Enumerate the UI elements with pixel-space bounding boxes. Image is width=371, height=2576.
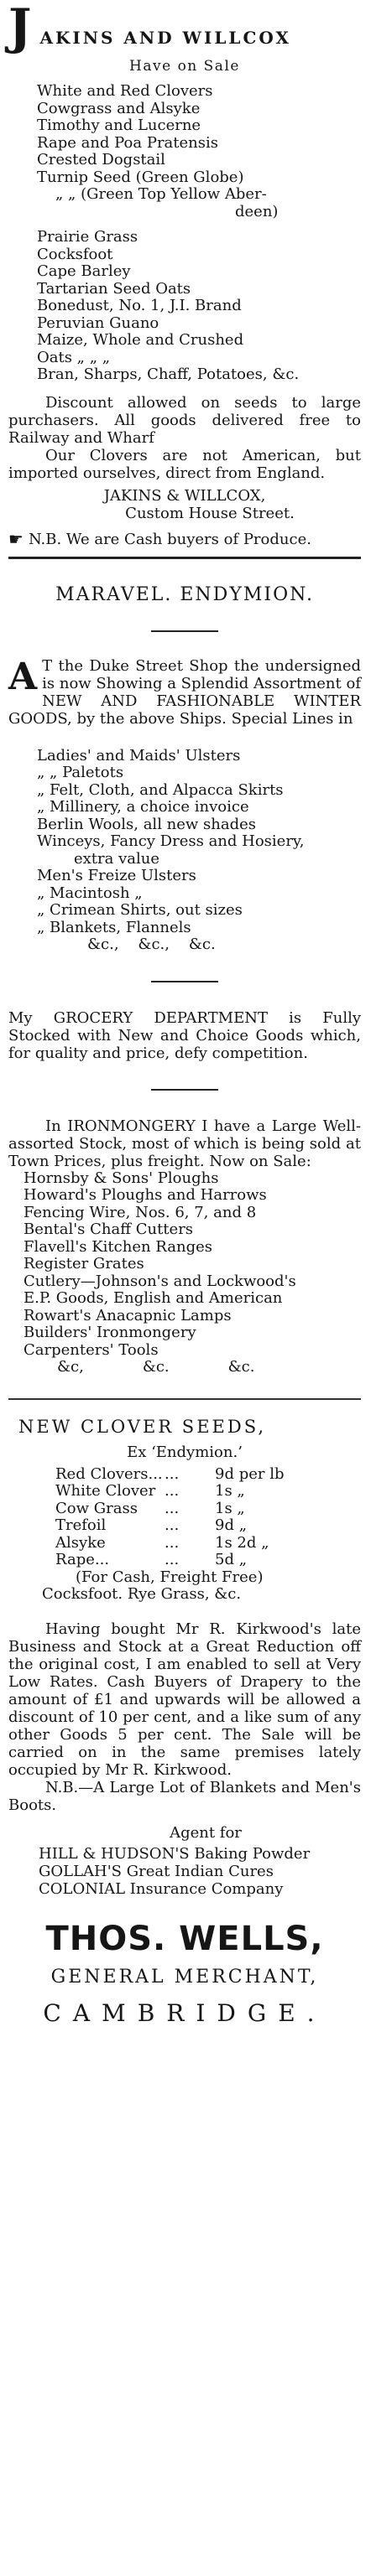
ditto-mark: &c, bbox=[57, 1358, 84, 1376]
list-item: Turnip Seed (Green Globe) bbox=[37, 168, 244, 186]
list-item: White and Red Clovers bbox=[37, 82, 213, 100]
ships-heading: MARAVEL. ENDYMION. bbox=[55, 583, 314, 605]
price-dots: ... bbox=[165, 1533, 180, 1552]
list-item: Winceys, Fancy Dress and Hosiery, bbox=[37, 832, 305, 850]
grocery-paragraph: My GROCERY DEPARTMENT is Fully Stocked with New and Choice Goods which, for quality and price, defy competition. bbox=[8, 1008, 361, 1062]
price-dots: ... bbox=[165, 1551, 180, 1568]
list-item: Builders' Ironmongery bbox=[24, 1324, 196, 1341]
short-rule bbox=[151, 1089, 218, 1091]
price-row bbox=[55, 1517, 361, 1535]
price-row bbox=[55, 1501, 361, 1518]
list-item: „ Millinery, a choice invoice bbox=[37, 798, 249, 816]
price-item: Cow Grass bbox=[55, 1499, 138, 1517]
list-item: Prairie Grass bbox=[37, 228, 138, 246]
title-initial: J bbox=[8, 0, 32, 55]
divider bbox=[8, 1398, 361, 1400]
ditto-mark: &c. bbox=[227, 1358, 255, 1376]
list-item: Rape and Poa Pratensis bbox=[37, 133, 218, 152]
list-item: Bental's Chaff Cutters bbox=[24, 1221, 194, 1238]
ironmongery-list bbox=[8, 1170, 361, 1376]
price-value: 1s „ bbox=[215, 1499, 245, 1517]
list-item: &c., &c., &c. bbox=[87, 936, 216, 953]
list-item: Cocksfoot bbox=[37, 245, 113, 263]
price-dots: ... bbox=[165, 1516, 180, 1534]
clovers-text: Our Clovers are not American, but imported ourselves, direct from England. bbox=[8, 446, 361, 482]
list-item: Hornsby & Sons' Ploughs bbox=[24, 1169, 219, 1187]
short-rule bbox=[151, 981, 218, 982]
list-item: Flavell's Kitchen Ranges bbox=[24, 1237, 212, 1256]
list-item: Oats „ „ „ bbox=[37, 348, 111, 366]
signature-name: JAKINS & WILLCOX, bbox=[103, 486, 266, 505]
clover-heading: NEW CLOVER SEEDS, bbox=[18, 1416, 267, 1437]
price-value: 5d „ bbox=[215, 1551, 248, 1568]
price-dots: ... bbox=[165, 1482, 180, 1500]
clover-seeds-ad bbox=[8, 1417, 361, 2027]
price-row bbox=[55, 1483, 361, 1501]
list-item: extra value bbox=[74, 849, 159, 868]
list-item: Howard's Ploughs and Harrows bbox=[24, 1186, 267, 1204]
list-item: „ Blankets, Flannels bbox=[37, 918, 191, 936]
list-item: „ „ Paletots bbox=[37, 764, 124, 781]
nb-paragraph: N.B.—A Large Lot of Blankets and Men's Boots. bbox=[8, 1778, 361, 1814]
ditto-row bbox=[24, 1359, 361, 1376]
title-text: AKINS AND WILLCOX bbox=[39, 28, 291, 48]
price-item: Rape... bbox=[55, 1551, 110, 1568]
list-item: Register Grates bbox=[24, 1255, 144, 1272]
on-sale-heading: Have on Sale bbox=[129, 58, 240, 75]
list-item: „ Felt, Cloth, and Alpacca Skirts bbox=[37, 780, 284, 799]
list-item: Cutlery—Johnson's and Lockwood's bbox=[24, 1272, 296, 1290]
merchant-name: THOS. WELLS, bbox=[45, 1919, 324, 1958]
list-item: Cowgrass and Alsyke bbox=[37, 99, 201, 117]
list-item: Tartarian Seed Oats bbox=[37, 279, 191, 298]
list-item: E.P. Goods, English and American bbox=[24, 1289, 283, 1307]
price-value: 1s 2d „ bbox=[215, 1533, 269, 1552]
list-item: Crested Dogstail bbox=[37, 151, 165, 168]
list-item: Rowart's Anacapnic Lamps bbox=[24, 1306, 232, 1324]
list-item: HILL & HUDSON'S Baking Powder bbox=[39, 1844, 311, 1863]
maravel-endymion-ad bbox=[8, 584, 361, 1376]
price-item: White Clover bbox=[55, 1482, 156, 1500]
price-list bbox=[8, 1466, 361, 1587]
divider bbox=[8, 557, 361, 559]
list-item: GOLLAH'S Great Indian Cures bbox=[39, 1862, 274, 1880]
price-terms: (For Cash, Freight Free) bbox=[76, 1568, 264, 1586]
list-item: Maize, Whole and Crushed bbox=[37, 331, 244, 349]
price-value: 1s „ bbox=[215, 1482, 245, 1500]
signature bbox=[8, 487, 361, 522]
ironmongery-paragraph: In IRONMONGERY I have a Large Well-assorted Stock, most of which is being sold at Town Prices, plus freight. Now on Sale: bbox=[8, 1117, 361, 1170]
discount-text: Discount allowed on seeds to large purchasers. All goods delivered free to Railway and Wharf bbox=[8, 393, 361, 447]
list-item: Cape Barley bbox=[37, 262, 131, 280]
pointing-hand-icon: ☛ bbox=[8, 528, 24, 549]
price-item: Trefoil bbox=[55, 1516, 107, 1534]
list-item: COLONIAL Insurance Company bbox=[39, 1879, 284, 1898]
goods-list bbox=[8, 748, 361, 954]
list-item: Carpenters' Tools bbox=[24, 1340, 159, 1359]
intro-paragraph bbox=[8, 657, 361, 728]
list-item: Fencing Wire, Nos. 6, 7, and 8 bbox=[24, 1203, 257, 1221]
price-item: Alsyke bbox=[55, 1533, 106, 1552]
agency-list bbox=[8, 1845, 361, 1898]
nb-note bbox=[8, 528, 361, 549]
list-item: „ Macintosh „ bbox=[37, 884, 143, 902]
price-value: 9d per lb bbox=[215, 1464, 285, 1483]
price-item: Red Clovers... bbox=[55, 1464, 163, 1483]
business-paragraph: Having bought Mr R. Kirkwood's late Business and Stock at a Great Reduction off the original cost, I am enabled to sell at Very Low Rates. Cash Buyers of Drapery to the amount of £1 and upwards will be allowed a discount of 10 per cent, and a like sum of any other Goods 5 per cent. The Sale will be carried on in the same premises lately occupied by Mr R. Kirkwood. bbox=[8, 1620, 361, 1779]
price-row bbox=[55, 1466, 361, 1484]
short-rule bbox=[151, 630, 218, 632]
list-item: Berlin Wools, all new shades bbox=[37, 815, 257, 833]
list-item: deen) bbox=[235, 202, 279, 220]
list-item: Bonedust, No. 1, J.I. Brand bbox=[37, 297, 242, 314]
price-row bbox=[55, 1535, 361, 1552]
jakins-willcox-ad bbox=[8, 0, 361, 549]
list-item: „ Crimean Shirts, out sizes bbox=[37, 901, 243, 919]
signature-address: Custom House Street. bbox=[125, 504, 295, 522]
ex-ship: Ex ‘Endymion.’ bbox=[127, 1443, 243, 1461]
price-dots: ... bbox=[165, 1464, 180, 1483]
list-item: Ladies' and Maids' Ulsters bbox=[37, 746, 241, 765]
ditto-mark: &c. bbox=[142, 1358, 170, 1376]
seed-list bbox=[8, 83, 361, 384]
agent-for-label: Agent for bbox=[170, 1823, 242, 1842]
intro-text: T the Duke Street Shop the undersigned is now Showing a Splendid Assortment of NEW AND FASHIONABLE WINTER GOODS, by the above Ships. Special Lines in bbox=[8, 656, 361, 728]
list-item: Men's Freize Ulsters bbox=[37, 867, 196, 884]
intro-initial: A bbox=[8, 655, 38, 698]
merchant-title: GENERAL MERCHANT, bbox=[50, 1966, 319, 1988]
ad-title bbox=[8, 0, 361, 55]
town-name: CAMBRIDGE. bbox=[43, 1998, 327, 2027]
extra-seeds: Cocksfoot. Rye Grass, &c. bbox=[42, 1585, 242, 1603]
price-row bbox=[55, 1552, 361, 1569]
list-item: Bran, Sharps, Chaff, Potatoes, &c. bbox=[37, 365, 300, 383]
price-dots: ... bbox=[165, 1499, 180, 1517]
nb-text: N.B. We are Cash buyers of Produce. bbox=[28, 530, 311, 548]
list-item: Peruvian Guano bbox=[37, 314, 159, 332]
list-item: Timothy and Lucerne bbox=[37, 117, 201, 134]
price-value: 9d „ bbox=[215, 1516, 248, 1534]
list-item: „ „ (Green Top Yellow Aber- bbox=[55, 185, 267, 203]
